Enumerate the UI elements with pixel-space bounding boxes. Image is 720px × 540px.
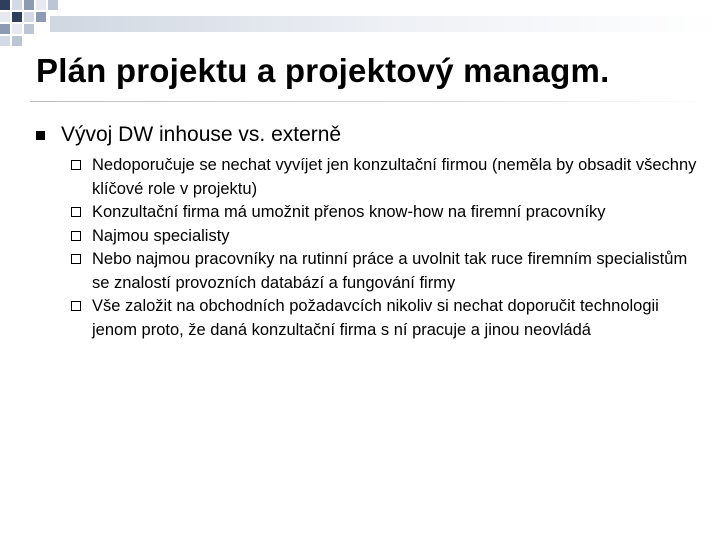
hollow-square-bullet-icon (71, 160, 81, 170)
title-gradient-band (50, 16, 720, 32)
hollow-square-bullet-icon (71, 231, 81, 241)
sub-bullet-item (92, 225, 702, 249)
sub-bullet-text: Nedoporučuje se nechat vyvíjet jen konzultační firmou (neměla by obsadit všechny klíčové role v projektu) (92, 156, 697, 198)
sub-bullet-text: Konzultační firma má umožnit přenos know-how na firemní pracovníky (92, 203, 606, 221)
sub-bullet-item (92, 154, 702, 201)
hollow-square-bullet-icon (71, 254, 81, 264)
title-divider (30, 101, 720, 102)
sub-bullet-item (92, 295, 702, 342)
sub-bullet-list (92, 154, 702, 342)
hollow-square-bullet-icon (71, 207, 81, 217)
filled-square-bullet-icon (36, 131, 45, 140)
sub-bullet-item (92, 248, 702, 295)
sub-bullet-item (92, 201, 702, 225)
slide-title: Plán projektu a projektový managm. (36, 52, 610, 89)
main-bullet-text: Vývoj DW inhouse vs. externě (61, 123, 342, 146)
sub-bullet-text: Vše založit na obchodních požadavcích nikoliv si nechat doporučit technologii jenom proto, že daná konzultační firma s ní pracuje a jinou neovládá (92, 297, 659, 339)
sub-bullet-text: Najmou specialisty (92, 226, 230, 245)
hollow-square-bullet-icon (71, 301, 81, 311)
sub-bullet-text: Nebo najmou pracovníky na rutinní práce a uvolnit tak ruce firemním specialistům se znalostí provozních databází a fungování firmy (92, 250, 688, 292)
